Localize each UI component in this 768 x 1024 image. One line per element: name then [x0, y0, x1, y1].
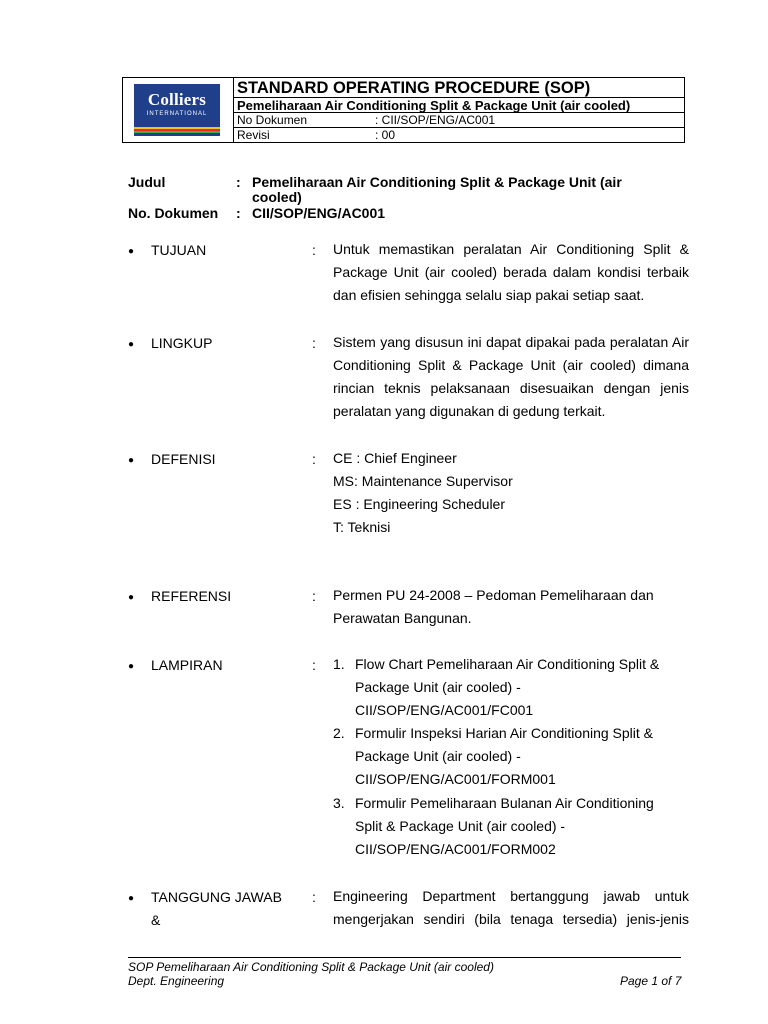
logo-cell	[123, 78, 234, 142]
tanggung-line: mengerjakan sendiri (bila tenaga tersedia) jenis-jenis	[333, 911, 689, 927]
document-header	[122, 77, 685, 143]
tanggung-line: Engineering Department bertanggung jawab untuk	[333, 888, 689, 904]
lampiran-item-line: CII/SOP/ENG/AC001/FORM001	[355, 771, 556, 787]
lingkup-label: LINGKUP	[151, 335, 213, 351]
lampiran-item-number: 3.	[333, 795, 345, 811]
judul-label: Judul	[128, 174, 166, 190]
nodok-label: No. Dokumen	[128, 205, 219, 221]
tanggung-bullet: ●	[128, 893, 135, 904]
lampiran-colon: :	[312, 657, 316, 673]
lampiran-item-line: CII/SOP/ENG/AC001/FC001	[355, 702, 534, 718]
logo-stripes	[134, 127, 220, 133]
tanggung-colon: :	[312, 889, 316, 905]
revision-label: Revisi	[237, 128, 270, 142]
judul-colon: :	[236, 174, 241, 190]
defenisi-line: MS: Maintenance Supervisor	[333, 473, 513, 489]
referensi-colon: :	[312, 588, 316, 604]
lingkup-line: Sistem yang disusun ini dapat dipakai pada peralatan Air	[333, 334, 689, 350]
footer-page-number: Page 1 of 7	[620, 974, 682, 988]
doc-number-value: : CII/SOP/ENG/AC001	[375, 113, 496, 127]
revision-value: : 00	[375, 128, 396, 142]
tanggung-label: TANGGUNG JAWAB	[151, 889, 282, 905]
sop-title: STANDARD OPERATING PROCEDURE (SOP)	[237, 79, 591, 97]
tanggung-label-amp: &	[151, 912, 161, 928]
tujuan-label: TUJUAN	[151, 242, 207, 258]
footer-title: SOP Pemeliharaan Air Conditioning Split & Package Unit (air cooled)	[128, 960, 494, 974]
defenisi-bullet: ●	[128, 455, 135, 466]
footer-rule	[128, 957, 681, 958]
tujuan-bullet: ●	[128, 246, 135, 257]
header-revision-row	[234, 128, 684, 142]
lampiran-item-line: Split & Package Unit (air cooled) -	[355, 818, 566, 834]
lampiran-item-line: Package Unit (air cooled) -	[355, 748, 521, 764]
judul-value-line1: Pemeliharaan Air Conditioning Split & Package Unit (air	[252, 174, 622, 190]
tujuan-line: Untuk memastikan peralatan Air Conditioning Split &	[333, 241, 689, 257]
lampiran-item-line: CII/SOP/ENG/AC001/FORM002	[355, 841, 556, 857]
lingkup-line: rincian teknis pelaksanaan disesuaikan dengan jenis	[333, 380, 689, 396]
lingkup-line: peralatan yang digunakan di gedung terkait.	[333, 403, 606, 419]
lampiran-label: LAMPIRAN	[151, 657, 223, 673]
defenisi-line: T: Teknisi	[333, 519, 391, 535]
referensi-label: REFERENSI	[151, 588, 232, 604]
logo-name: Colliers	[147, 90, 207, 109]
judul-value-line2: cooled)	[252, 189, 302, 205]
header-title-row	[234, 78, 684, 98]
lingkup-colon: :	[312, 335, 316, 351]
lampiran-item-line: Flow Chart Pemeliharaan Air Conditioning Split &	[355, 656, 660, 672]
sop-subtitle: Pemeliharaan Air Conditioning Split & Package Unit (air cooled)	[237, 98, 631, 113]
lampiran-item-line: Formulir Pemeliharaan Bulanan Air Conditioning	[355, 795, 654, 811]
referensi-bullet: ●	[128, 592, 135, 603]
defenisi-line: ES : Engineering Scheduler	[333, 496, 505, 512]
header-subtitle-row	[234, 98, 684, 113]
referensi-line: Perawatan Bangunan.	[333, 610, 472, 626]
defenisi-label: DEFENISI	[151, 451, 216, 467]
footer-dept: Dept. Engineering	[128, 974, 225, 988]
referensi-line: Permen PU 24-2008 – Pedoman Pemeliharaan dan	[333, 587, 654, 603]
header-doc-row	[234, 113, 684, 128]
defenisi-line: CE : Chief Engineer	[333, 450, 457, 466]
lampiran-item-number: 2.	[333, 725, 345, 741]
doc-number-label: No Dokumen	[237, 113, 308, 127]
defenisi-colon: :	[312, 451, 316, 467]
colliers-logo	[134, 84, 220, 136]
lingkup-bullet: ●	[128, 339, 135, 350]
nodok-value: CII/SOP/ENG/AC001	[252, 205, 386, 221]
tujuan-line: Package Unit (air cooled) berada dalam kondisi terbaik	[333, 264, 689, 280]
tujuan-line: dan efisien sehingga selalu siap pakai setiap saat.	[333, 287, 645, 303]
lampiran-item-line: Package Unit (air cooled) -	[355, 679, 521, 695]
lampiran-bullet: ●	[128, 661, 135, 672]
lampiran-item-number: 1.	[333, 656, 345, 672]
logo-subtitle: INTERNATIONAL	[146, 111, 208, 117]
logo-stripe-green	[134, 131, 220, 133]
nodok-colon: :	[236, 205, 241, 221]
lampiran-item-line: Formulir Inspeksi Harian Air Conditioning Split &	[355, 725, 654, 741]
lingkup-line: Conditioning Split & Package Unit (air cooled) dimana	[333, 357, 689, 373]
tujuan-colon: :	[312, 242, 316, 258]
